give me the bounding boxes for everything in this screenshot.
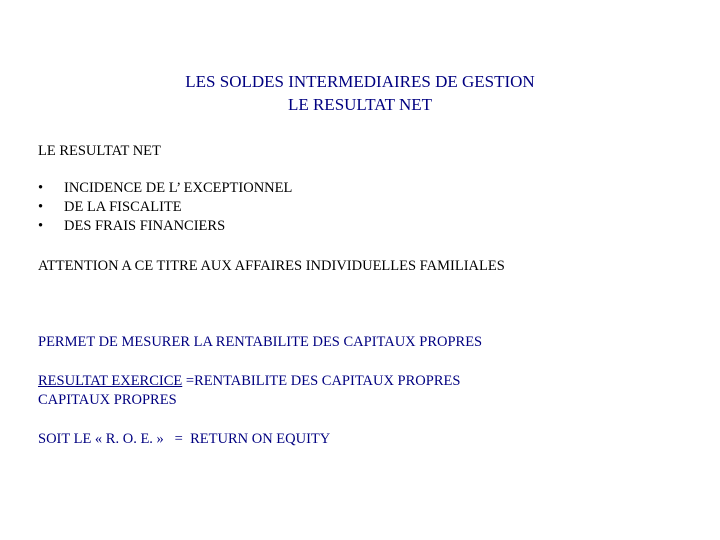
list-item <box>38 217 292 236</box>
list-item <box>38 179 292 198</box>
title-line-1: LES SOLDES INTERMEDIAIRES DE GESTION <box>185 72 535 91</box>
list-item <box>38 198 292 217</box>
section-heading: LE RESULTAT NET <box>38 143 161 159</box>
bullet-text: DE LA FISCALITE <box>64 199 182 215</box>
formula-numerator: RESULTAT EXERCICE <box>38 373 183 389</box>
purpose-text: PERMET DE MESURER LA RENTABILITE DES CAPITAUX PROPRES <box>38 334 483 350</box>
formula-numerator-line <box>38 372 460 391</box>
formula-equals: =RENTABILITE DES CAPITAUX PROPRES <box>182 373 461 389</box>
slide-title <box>0 70 720 116</box>
bullet-text: INCIDENCE DE L’ EXCEPTIONNEL <box>64 180 293 196</box>
title-line-2: LE RESULTAT NET <box>287 95 433 114</box>
roe-definition: SOIT LE « R. O. E. » = RETURN ON EQUITY <box>38 431 331 447</box>
attention-note: ATTENTION A CE TITRE AUX AFFAIRES INDIVIDUELLES FAMILIALES <box>38 258 505 274</box>
bullet-icon: • <box>38 199 44 215</box>
bullet-icon: • <box>38 218 44 234</box>
bullet-text: DES FRAIS FINANCIERS <box>64 218 226 234</box>
formula-denominator: CAPITAUX PROPRES <box>38 392 177 408</box>
bullet-list <box>38 179 292 236</box>
bullet-icon: • <box>38 180 44 196</box>
